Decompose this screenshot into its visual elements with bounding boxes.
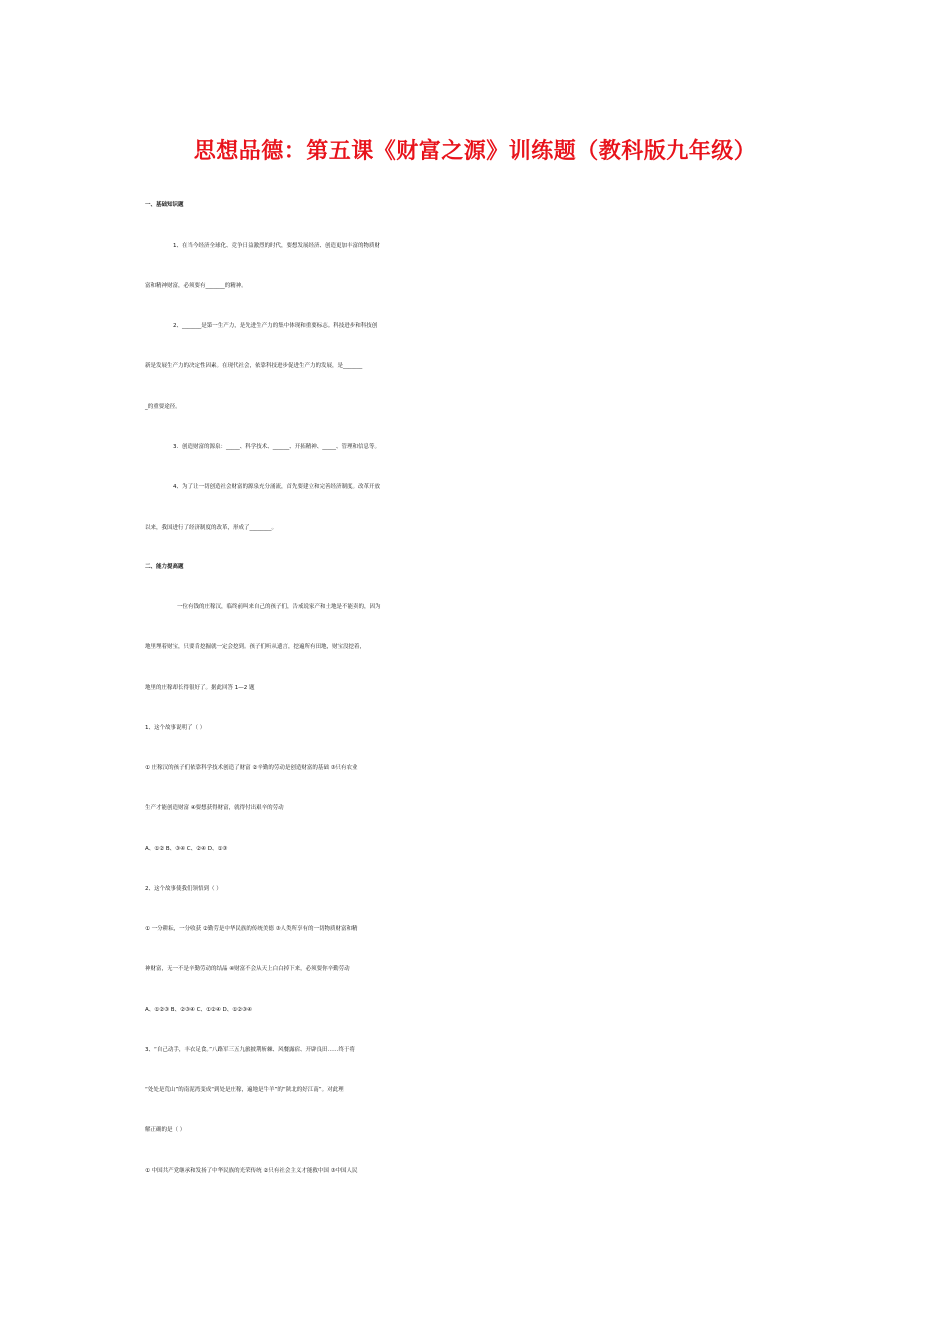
document-title: 思想品德：第五课《财富之源》训练题（教科版九年级）: [193, 139, 757, 164]
question-line: “处处是荒山”的南泥湾变成“到处是庄稼，遍地是牛羊”的“陕北的好江南”。对此理: [145, 1087, 344, 1093]
question-line: 解正确的是（ ）: [145, 1127, 186, 1133]
answer-choices: A、①② B、③④ C、②④ D、①③: [145, 846, 228, 852]
question-line: 2、_______是第一生产力，是先进生产力的集中体现和重要标志。科技进步和科技创: [173, 323, 378, 329]
options-line: 神财富，无一不是辛勤劳动的结晶 ④财富不会从天上白白掉下来，必须要你辛勤劳动: [145, 966, 350, 972]
options-line: 生产才能创造财富 ④要想获得财富，就得付出艰辛的劳动: [145, 805, 284, 811]
question-line: 1、在当今经济全球化、竞争日益激烈的时代，要想发展经济、创造更加丰富的物质财: [173, 243, 381, 249]
question-line: 2、这个故事使我们领悟到（ ）: [145, 886, 222, 892]
passage-line: 地里埋着财宝，只要肯挖掘就一定会挖到。孩子们听从遗言，挖遍所有田地，财宝没挖着，: [145, 644, 366, 650]
question-line: 富和精神财富，必须要有_______的精神。: [145, 283, 247, 289]
answer-choices: A、①②③ B、②③④ C、①②④ D、①②③④: [145, 1007, 252, 1013]
passage-line: 一位有钱的庄稼汉，临终前叫来自己的孩子们，告戒说家产和土地是不能卖的，因为: [177, 604, 381, 610]
section-heading-basic: 一、基础知识题: [145, 202, 184, 208]
question-line: 以来，我国进行了经济制度的改革，形成了________。: [145, 525, 278, 531]
question-line: 4、为了让一切创造社会财富的源泉充分涌流，首先要建立和完善经济制度。改革开放: [173, 484, 381, 490]
question-line: 新是发展生产力的决定性因素。在现代社会，依靠科技进步促进生产力的发展，是_______: [145, 363, 363, 369]
question-line: 3、“自己动手，丰衣足食。”八路军三五九旅披荆斩棘、风餐露宿、开辟良田……终于将: [145, 1047, 355, 1053]
options-line: ① 庄稼汉的孩子们依靠科学技术创造了财富 ②辛勤的劳动是创造财富的基础 ③只有农业: [145, 765, 358, 771]
options-line: ① 中国共产党继承和发扬了中华民族的光荣传统 ②只有社会主义才能救中国 ③中国人民: [145, 1168, 358, 1174]
section-heading-ability: 二、能力提高题: [145, 564, 184, 570]
question-line: _的重要途径。: [145, 404, 181, 410]
question-line: 1、这个故事说明了（ ）: [145, 725, 206, 731]
question-line: 3．创造财富的源泉：_____、科学技术、______、开拓精神、_____、管理和信息等。: [173, 444, 381, 450]
options-line: ① 一分耕耘，一分收获 ②勤劳是中华民族的传统美德 ③人类所享有的一切物质财富和精: [145, 926, 358, 932]
passage-line: 地里的庄稼却长得很好了。据此回答 1—2 题: [145, 685, 255, 691]
